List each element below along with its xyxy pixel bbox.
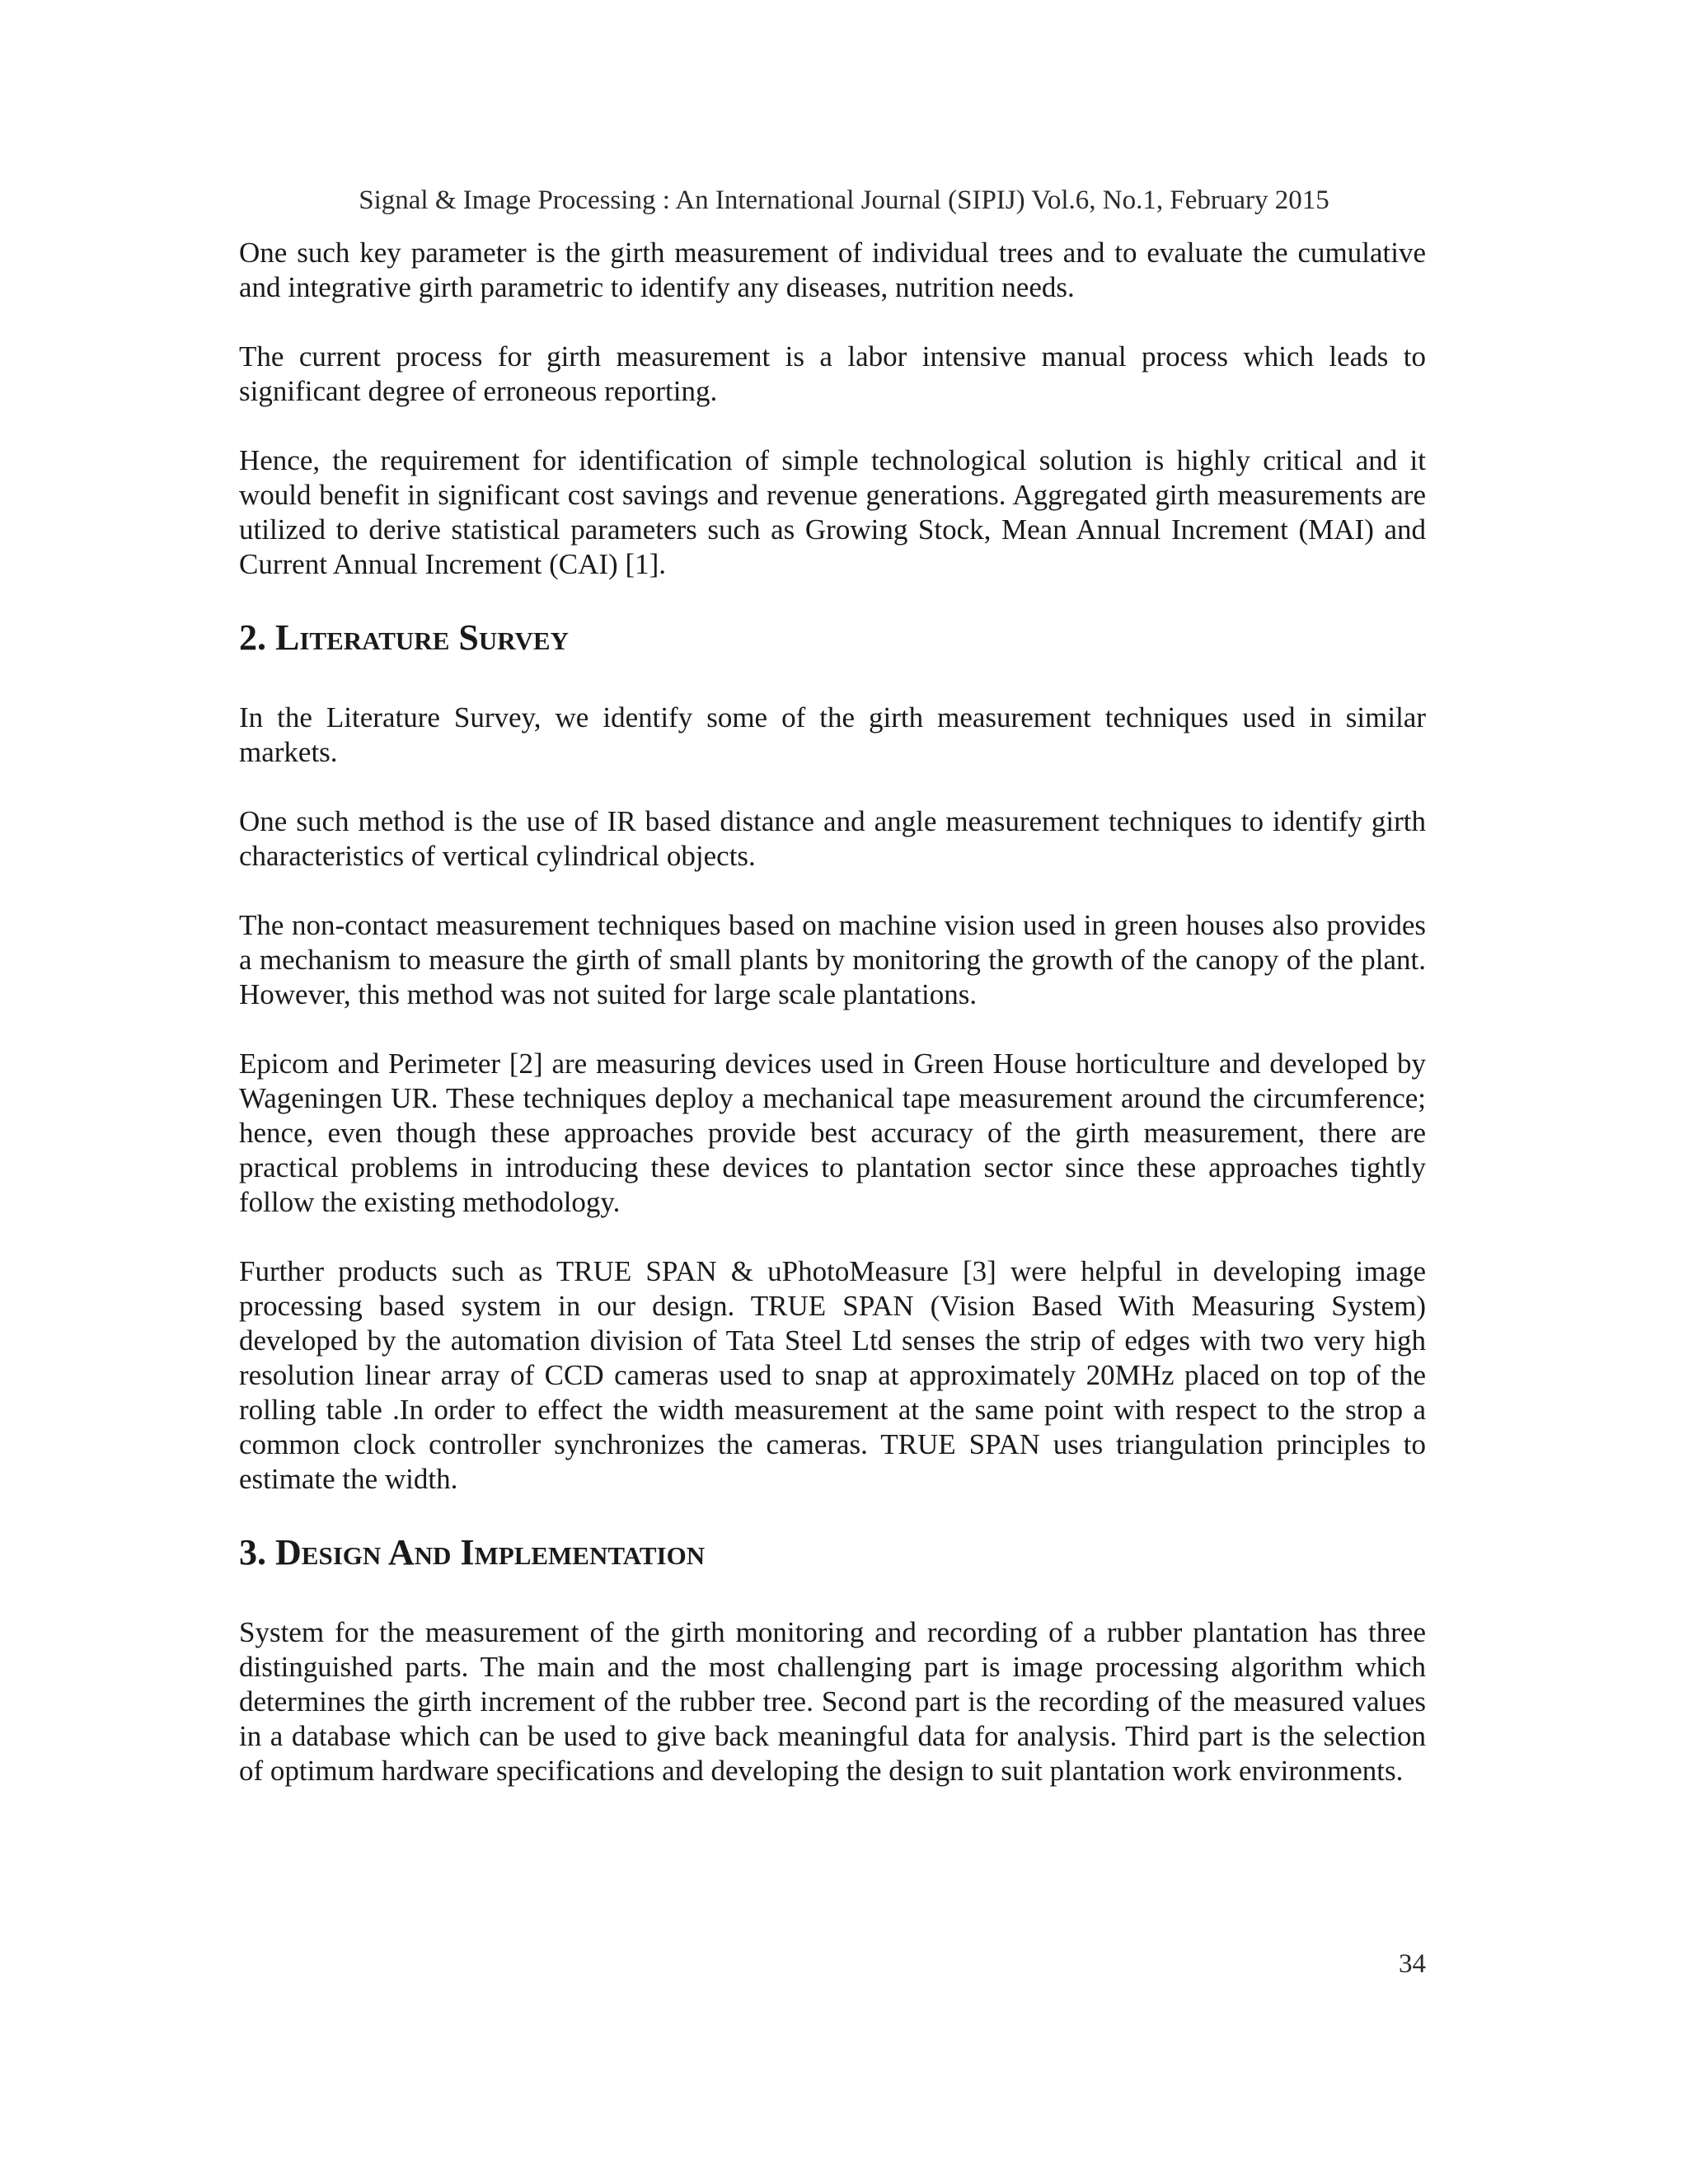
intro-paragraph-3: Hence, the requirement for identification of simple technological solution is highly critical and it would benefit in significant cost savings and revenue generations. Aggregated girth measurements are utilized to derive statistical parameters such as Growing Stock, Mean Annual Increment (MAI) and Current Annual Increment (CAI) [1].	[239, 444, 1426, 580]
literature-paragraph-5: Further products such as TRUE SPAN & uPhotoMeasure [3] were helpful in developing image processing based system in our design. TRUE SPAN (Vision Based With Measuring System) developed by the automation division of Tata Steel Ltd senses the strip of edges with two very high resolution linear array of CCD cameras used to snap at approximately 20MHz placed on top of the rolling table .In order to effect the width measurement at the same point with respect to the strop a common clock controller synchronizes the cameras. TRUE SPAN uses triangulation principles to estimate the width.	[239, 1255, 1426, 1495]
design-paragraph-1: System for the measurement of the girth monitoring and recording of a rubber plantation has three distinguished parts. The main and the most challenging part is image processing algorithm which determines the girth increment of the rubber tree. Second part is the recording of the measured values in a database which can be used to give back meaningful data for analysis. Third part is the selection of optimum hardware specifications and developing the design to suit plantation work environments.	[239, 1616, 1426, 1787]
running-header: Signal & Image Processing : An International Journal (SIPIJ) Vol.6, No.1, February 2015	[359, 185, 1329, 215]
literature-paragraph-4: Epicom and Perimeter [2] are measuring devices used in Green House horticulture and developed by Wageningen UR. These techniques deploy a mechanical tape measurement around the circumference; hence, even though these approaches provide best accuracy of the girth measurement, there are practical problems in introducing these devices to plantation sector since these approaches tightly follow the existing methodology.	[239, 1047, 1426, 1218]
page-number: 34	[1399, 1949, 1426, 1979]
literature-paragraph-2: One such method is the use of IR based distance and angle measurement techniques to identify girth characteristics of vertical cylindrical objects.	[239, 805, 1426, 872]
section-heading-text: 3. Design And Implementation	[239, 1532, 706, 1572]
literature-paragraph-3: The non-contact measurement techniques based on machine vision used in green houses also provides a mechanism to measure the girth of small plants by monitoring the growth of the canopy of the plant. However, this method was not suited for large scale plantations.	[239, 909, 1426, 1010]
section-heading-text: 2. Literature Survey	[239, 617, 569, 658]
page-body	[239, 236, 1426, 1823]
section-heading-literature-survey	[239, 616, 1426, 659]
intro-paragraph-2: The current process for girth measurement is a labor intensive manual process which leads to significant degree of erroneous reporting.	[239, 340, 1426, 407]
literature-paragraph-1: In the Literature Survey, we identify some of the girth measurement techniques used in similar markets.	[239, 701, 1426, 768]
section-heading-design-implementation	[239, 1531, 1426, 1574]
intro-paragraph-1: One such key parameter is the girth measurement of individual trees and to evaluate the cumulative and integrative girth parametric to identify any diseases, nutrition needs.	[239, 237, 1426, 303]
